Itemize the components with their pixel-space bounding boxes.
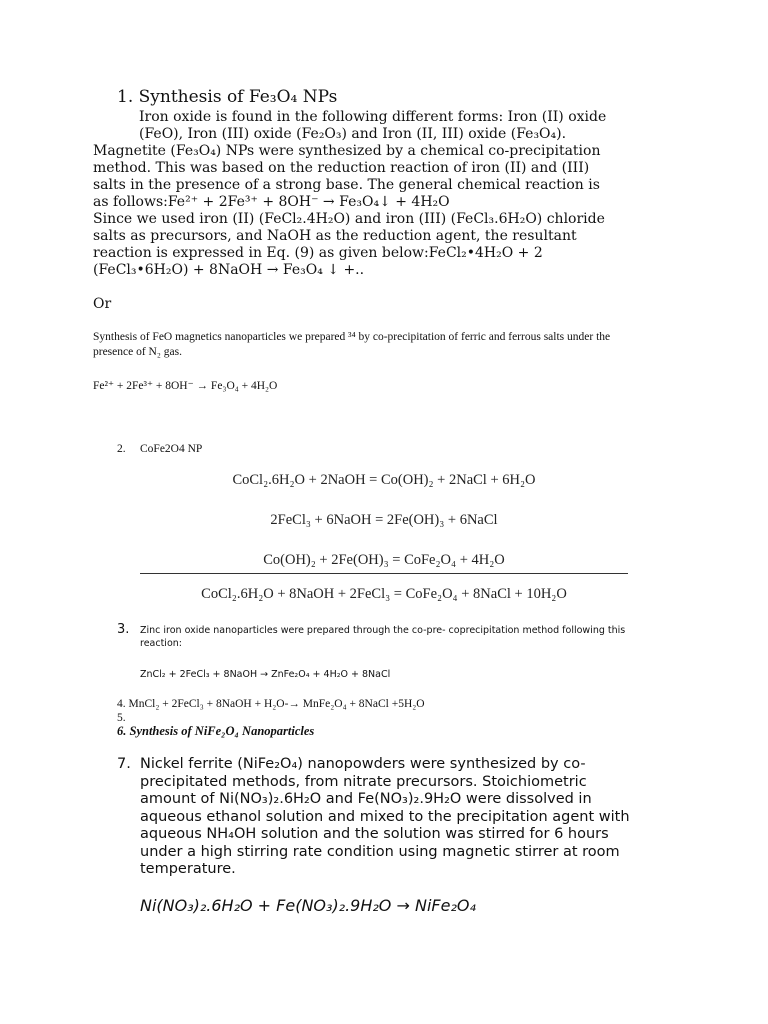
paragraph-line: method. This was based on the reduction reaction of iron (II) and (III) <box>93 160 590 176</box>
cofe2o4-reaction-image <box>140 470 628 603</box>
paragraph-line: under a high stirring rate condition using magnetic stirrer at room <box>140 843 620 860</box>
reaction-equation: Co(OH)₂ + 2Fe(OH)₃ = CoFe₂O₄ + 4H₂O <box>263 552 505 568</box>
paragraph-line: Magnetite (Fe₃O₄) NPs were synthesized by a chemical co-precipitation <box>93 143 601 159</box>
paragraph-line: salts in the presence of a strong base. The general chemical reaction is <box>93 177 600 193</box>
paragraph-line: (FeO), Iron (III) oxide (Fe₂O₃) and Iron (II, III) oxide (Fe₃O₄). <box>139 126 567 142</box>
paragraph-line: as follows:Fe²⁺ + 2Fe³⁺ + 8OH⁻ → Fe₃O₄↓ + 4H₂O <box>93 194 450 210</box>
paragraph-line: salts as precursors, and NaOH as the reduction agent, the resultant <box>93 228 577 244</box>
paragraph-line: Zinc iron oxide nanoparticles were prepared through the co-pre- coprecipitation method following this <box>140 625 626 636</box>
reaction-equation: 2FeCl₃ + 6NaOH = 2Fe(OH)₃ + 6NaCl <box>270 512 498 528</box>
list-number: 2. <box>117 443 126 455</box>
paragraph-line: aqueous NH₄OH solution and the solution was stirred for 6 hours <box>140 826 609 842</box>
sum-divider-line <box>140 573 628 574</box>
paragraph-line: precipitated methods, from nitrate precursors. Stoichiometric <box>140 773 587 790</box>
paragraph-line: Nickel ferrite (NiFe₂O₄) nanopowders were synthesized by co- <box>140 756 586 772</box>
section-2-heading <box>117 443 202 455</box>
section-title: CoFe2O4 NP <box>140 443 203 455</box>
reaction-equation: CoCl₂.6H₂O + 2NaOH = Co(OH)₂ + 2NaCl + 6H₂O <box>232 472 536 488</box>
feo-equation: Fe²⁺ + 2Fe³⁺ + 8OH⁻ → Fe₃O₄ + 4H₂O <box>93 380 278 392</box>
list-number: 7. <box>117 756 131 772</box>
paragraph-line: reaction is expressed in Eq. (9) as given below:FeCl₂•4H₂O + 2 <box>93 245 543 261</box>
paragraph-line: Since we used iron (II) (FeCl₂.4H₂O) and iron (III) (FeCl₃.6H₂O) chloride <box>93 211 605 227</box>
feo-paragraph <box>93 330 693 360</box>
section-6-heading: 6. Synthesis of NiFe₂O₄ Nanoparticles <box>117 724 315 738</box>
section-7 <box>117 756 672 914</box>
zinc-ferrite-equation: ZnCl₂ + 2FeCl₃ + 8NaOH → ZnFe₂O₄ + 4H₂O + 8NaCl <box>140 669 391 680</box>
paragraph-line: aqueous ethanol solution and mixed to the precipitation agent with <box>140 808 630 825</box>
paragraph-line: (FeCl₃•6H₂O) + 8NaOH → Fe₃O₄ ↓ +.. <box>93 262 365 278</box>
list-number: 3. <box>117 622 130 637</box>
list-number-5: 5. <box>117 712 126 724</box>
mn-ferrite-equation: 4. MnCl₂ + 2FeCl₃ + 8NaOH + H₂O-→ MnFe₂O₄ + 8NaCl +5H₂O <box>117 698 425 710</box>
paragraph-line: presence of N₂ gas. <box>93 346 182 358</box>
paragraph-line: temperature. <box>140 861 236 877</box>
paragraph-line: amount of Ni(NO₃)₂.6H₂O and Fe(NO₃)₂.9H₂O were dissolved in <box>140 791 592 807</box>
section-4-5 <box>117 697 425 725</box>
or-separator: Or <box>93 296 112 312</box>
section-1-paragraph <box>93 109 663 279</box>
section-3 <box>117 624 687 681</box>
reaction-equation-overall: CoCl₂.6H₂O + 8NaOH + 2FeCl₃ = CoFe₂O₄ + 8NaCl + 10H₂O <box>201 586 567 602</box>
paragraph-line: Synthesis of FeO magnetics nanoparticles we prepared ³⁴ by co-precipitation of ferric and ferrous salts under the <box>93 331 611 343</box>
section-1-heading: 1. Synthesis of Fe₃O₄ NPs <box>117 87 338 107</box>
nickel-ferrite-equation: Ni(NO₃)₂.6H₂O + Fe(NO₃)₂.9H₂O → NiFe₂O₄ <box>140 895 476 915</box>
paragraph-line: Iron oxide is found in the following different forms: Iron (II) oxide <box>139 109 607 125</box>
paragraph-line: reaction: <box>140 638 182 649</box>
